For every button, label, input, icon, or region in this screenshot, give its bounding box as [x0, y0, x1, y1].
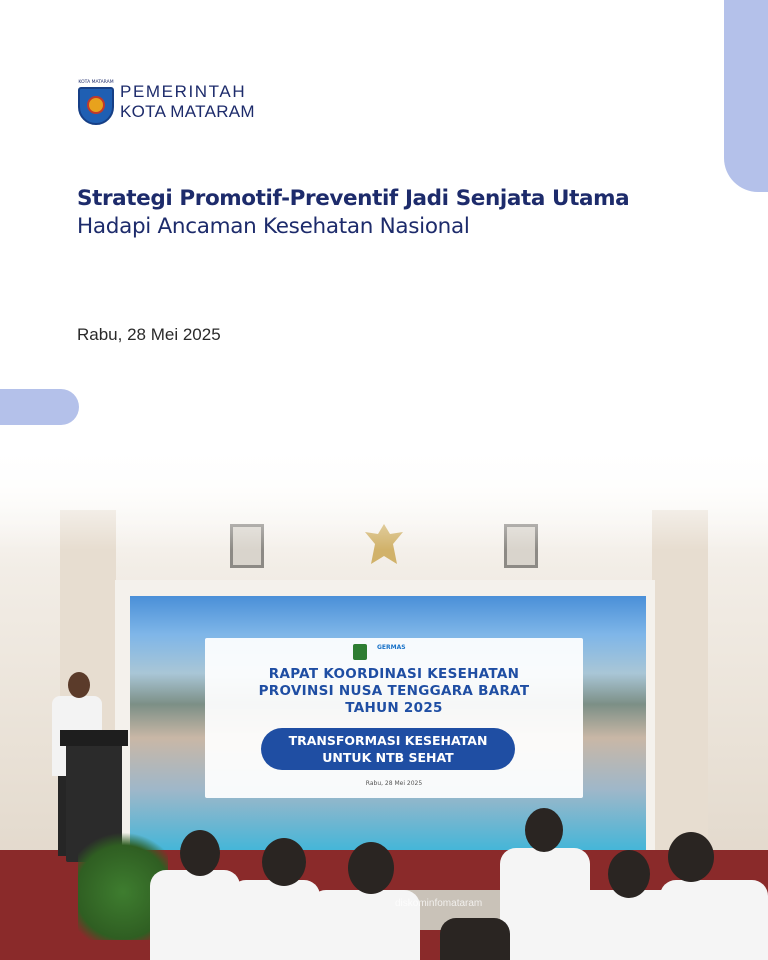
org-name-line2: KOTA MATARAM: [120, 102, 255, 121]
slide-theme-line2: UNTUK NTB SEHAT: [322, 750, 454, 765]
slide-card: [205, 638, 583, 798]
audience-member: [440, 918, 510, 960]
decorative-accent-top-right: [724, 0, 768, 192]
organization-name: [120, 82, 255, 122]
slide-title-line1: RAPAT KOORDINASI KESEHATAN: [268, 666, 520, 682]
city-seal-icon: [78, 79, 114, 125]
audience-member: [150, 870, 240, 960]
photo-watermark: diskominfomataram: [395, 898, 483, 909]
audience-member: [230, 880, 320, 960]
headline-line2: Hadapi Ancaman Kesehatan Nasional: [77, 214, 470, 239]
decorative-accent-left: [0, 389, 79, 425]
event-photo: [0, 440, 768, 960]
headline-line1: Strategi Promotif-Preventif Jadi Senjata Utama: [77, 186, 630, 211]
header-logo: [78, 79, 255, 125]
publish-date: Rabu, 28 Mei 2025: [77, 325, 221, 344]
slide-date: Rabu, 28 Mei 2025: [365, 780, 423, 787]
slide-title-line3: TAHUN 2025: [345, 700, 443, 716]
audience-member: [660, 880, 768, 960]
germas-logo: GERMAS: [377, 644, 406, 651]
slide-title-line2: PROVINSI NUSA TENGGARA BARAT: [258, 683, 530, 699]
slide-theme-line1: TRANSFORMASI KESEHATAN: [288, 733, 488, 748]
ntb-logo-icon: [353, 644, 367, 660]
seal-label: KOTA MATARAM: [78, 80, 114, 85]
org-name-line1: PEMERINTAH: [120, 82, 247, 101]
projection-screen: [130, 596, 646, 854]
slide-theme-pill: [261, 728, 515, 770]
